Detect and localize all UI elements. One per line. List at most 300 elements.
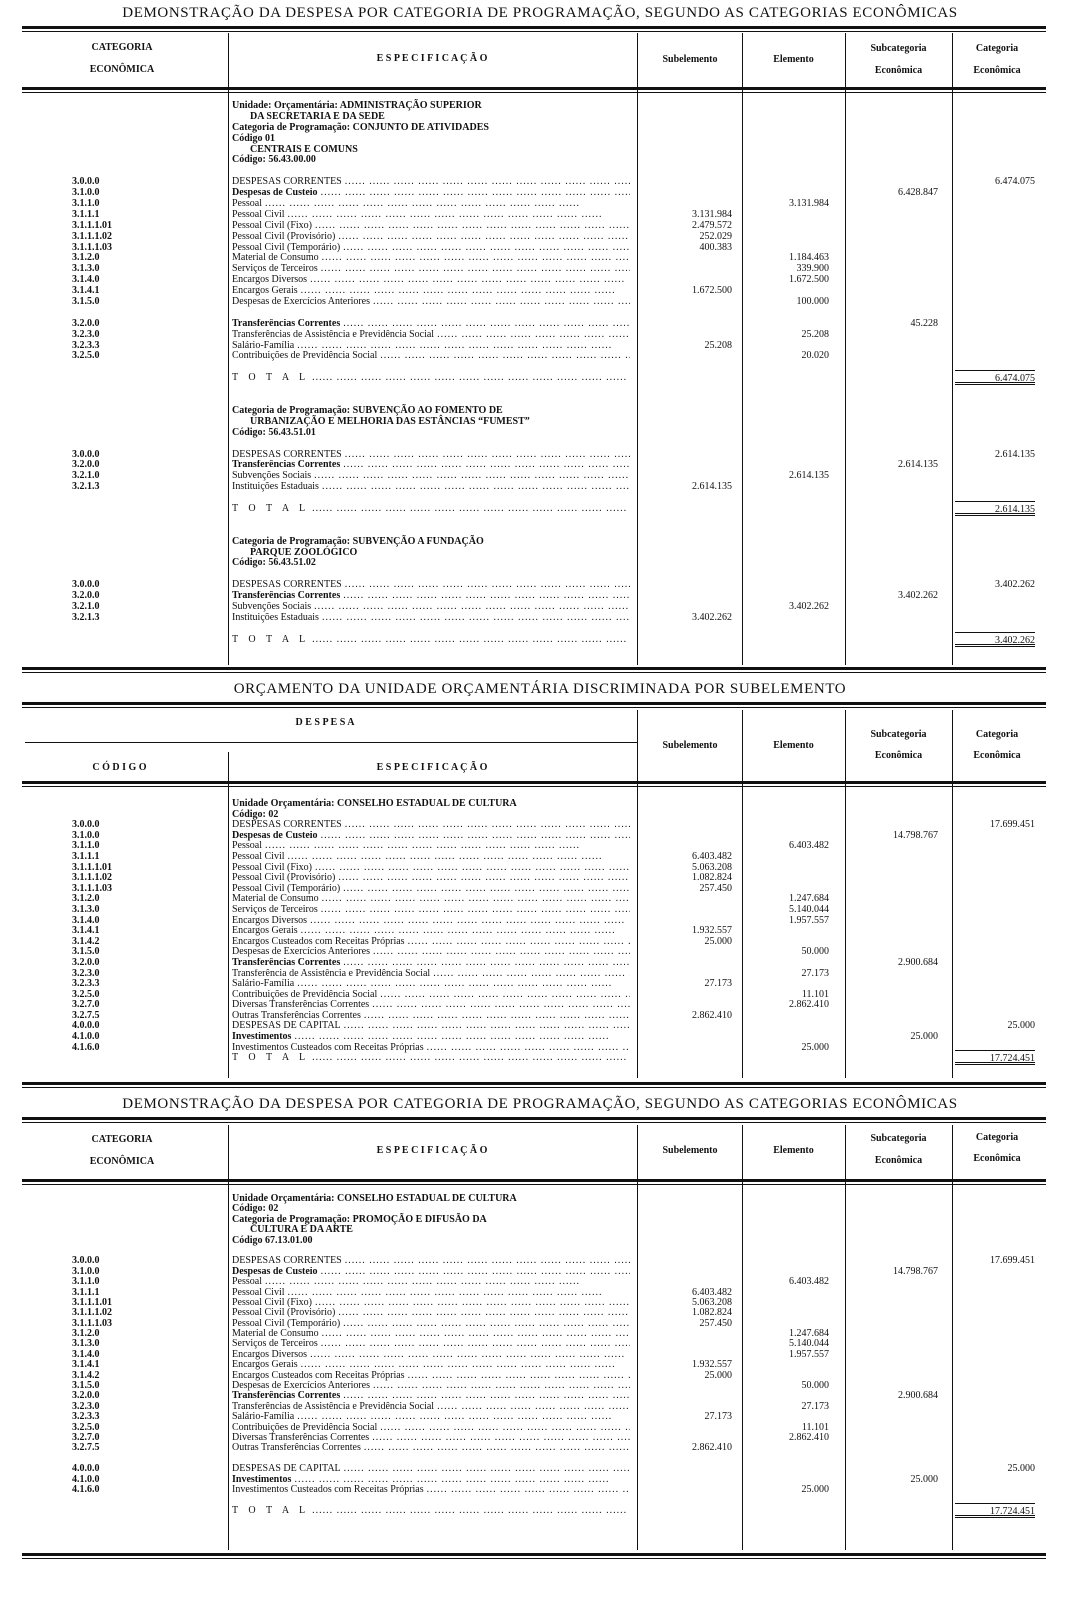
code-cell: 3.2.0.0 [72, 590, 100, 602]
subcategoria-value: 25.000 [910, 1031, 938, 1043]
specification-text: Instituições Estaduais [232, 482, 319, 493]
code-cell: 3.1.1.1.02 [72, 1307, 112, 1319]
categoria-value: 6.474.075 [995, 176, 1035, 188]
categoria-value: 25.000 [1007, 1463, 1035, 1475]
code-cell: 3.1.2.0 [72, 252, 100, 264]
col-header-despesa: D E S P E S A [295, 717, 355, 728]
table-row [0, 1267, 1080, 1277]
block-heading: Unidade: Orçamentária: ADMINISTRAÇÃO SUPERIOR [232, 100, 482, 111]
code-cell: 3.0.0.0 [72, 1255, 100, 1267]
specification-text: Material de Consumo [232, 1329, 319, 1340]
specification-text: Investimentos [232, 1474, 292, 1485]
specification-text: Despesas de Custeio [232, 830, 318, 841]
col-header-subcategoria-economica: Econômica [874, 1155, 923, 1166]
specification-text: Diversas Transferências Correntes [232, 1000, 370, 1011]
code-cell: 3.1.5.0 [72, 946, 100, 958]
subelemento-value: 2.479.572 [692, 219, 732, 231]
specification-text: Serviços de Terceiros [232, 904, 318, 915]
dot-leader [434, 1402, 630, 1412]
dot-leader [262, 1277, 630, 1287]
specification-text: Salário-Família [232, 340, 295, 351]
specification-cell [232, 1277, 630, 1287]
table-row [0, 1308, 1080, 1318]
subcategoria-value: 2.614.135 [898, 459, 938, 471]
elemento-value: 27.173 [801, 1400, 829, 1412]
specification-text: Contribuições de Previdência Social [232, 351, 378, 362]
specification-text: Pessoal Civil [232, 1287, 285, 1298]
table-row [0, 1350, 1080, 1360]
specification-cell [232, 1433, 630, 1443]
specification-cell [232, 1423, 630, 1433]
block-heading: URBANIZAÇÃO E MELHORIA DAS ESTÂNCIAS “FUMEST” [250, 415, 530, 427]
col-header-subcategoria-economica: Econômica [874, 750, 923, 761]
table-row [0, 1402, 1080, 1412]
block-heading: Código: 56.43.51.01 [232, 426, 316, 438]
subelemento-value: 3.402.262 [692, 611, 732, 623]
specification-text: Pessoal Civil (Fixo) [232, 220, 313, 231]
subcategoria-value: 14.798.767 [893, 829, 938, 841]
code-cell: 3.1.0.0 [72, 829, 100, 841]
specification-text: Pessoal Civil (Fixo) [232, 862, 313, 873]
specification-cell [232, 1464, 630, 1474]
subelemento-value: 25.000 [704, 1369, 732, 1381]
specification-text: Pessoal Civil (Provisório) [232, 1308, 336, 1319]
table-row [0, 1433, 1080, 1443]
code-cell: 3.1.5.0 [72, 296, 100, 308]
col-header-especificacao: E S P E C I F I C A Ç Ã O [376, 762, 488, 773]
elemento-value: 2.862.410 [789, 1431, 829, 1443]
specification-text: Salário-Família [232, 1412, 295, 1423]
subelemento-value: 6.403.482 [692, 850, 732, 862]
specification-text: Encargos Gerais [232, 926, 298, 937]
subelemento-value: 400.383 [699, 241, 732, 253]
divider [22, 1179, 1046, 1185]
code-cell: 3.2.0.0 [72, 956, 100, 968]
block-heading: Unidade Orçamentária: CONSELHO ESTADUAL DE CULTURA [232, 1193, 517, 1204]
specification-text: DESPESAS CORRENTES [232, 820, 342, 831]
specification-text: Pessoal Civil (Fixo) [232, 1297, 313, 1308]
code-cell: 3.1.4.2 [72, 935, 100, 947]
col-header-codigo: C Ó D I G O [92, 762, 147, 773]
categoria-value: 17.699.451 [990, 1255, 1035, 1267]
specification-text: Pessoal Civil (Provisório) [232, 231, 336, 242]
specification-text: DESPESAS CORRENTES [232, 449, 342, 460]
code-cell: 3.1.3.0 [72, 903, 100, 915]
total-row [0, 1506, 1080, 1516]
col-header-categoria-small: Categoria [975, 729, 1019, 740]
col-header-subelemento: Subelemento [662, 54, 718, 65]
col-header-categoria-small: Categoria [975, 43, 1019, 54]
categoria-value: 2.614.135 [955, 501, 1035, 516]
specification-cell [232, 1475, 630, 1485]
specification-text: Investimentos [232, 1032, 292, 1043]
elemento-value: 3.402.262 [789, 600, 829, 612]
specification-cell [232, 1381, 630, 1391]
specification-text: Serviços de Terceiros [232, 264, 318, 275]
table-row [0, 1475, 1080, 1485]
specification-text: Pessoal Civil (Temporário) [232, 1318, 341, 1329]
specification-text: T O T A L [232, 1053, 310, 1064]
code-cell: 3.2.3.3 [72, 978, 100, 990]
code-cell: 3.1.0.0 [72, 187, 100, 199]
elemento-value: 50.000 [801, 946, 829, 958]
specification-cell [232, 1391, 630, 1401]
specification-cell [232, 1485, 630, 1495]
table-row [0, 1443, 1080, 1453]
table-row [0, 1485, 1080, 1495]
code-cell: 3.0.0.0 [72, 819, 100, 831]
table-row [0, 1329, 1080, 1339]
block-heading: Categoria de Programação: PROMOÇÃO E DIFUSÃO DA [232, 1213, 487, 1225]
elemento-value: 1.247.684 [789, 1328, 829, 1340]
table-row [0, 1464, 1080, 1474]
block-heading: Categoria de Programação: SUBVENÇÃO AO FOMENTO DE [232, 404, 503, 416]
specification-cell [232, 1350, 630, 1360]
block-heading: DA SECRETARIA E DA SEDE [250, 110, 385, 122]
code-cell: 3.1.1.1 [72, 1286, 100, 1298]
subelemento-value: 5.063.208 [692, 1296, 732, 1308]
dot-leader [309, 1506, 630, 1516]
specification-cell [232, 1256, 630, 1266]
code-cell: 3.0.0.0 [72, 176, 100, 188]
elemento-value: 25.208 [801, 328, 829, 340]
code-cell: 3.1.1.1.02 [72, 872, 112, 884]
specification-text: Diversas Transferências Correntes [232, 1432, 370, 1443]
code-cell: 3.1.1.0 [72, 1276, 100, 1288]
dot-leader [377, 1423, 630, 1433]
block-heading: Código: 56.43.00.00 [232, 154, 316, 166]
specification-cell [232, 1371, 630, 1381]
col-header-subcategoria: Subcategoria [870, 1133, 927, 1144]
subelemento-value: 2.614.135 [692, 481, 732, 493]
code-cell: 3.2.7.0 [72, 999, 100, 1011]
specification-text: Outras Transferências Correntes [232, 1010, 361, 1021]
subelemento-value: 257.450 [699, 882, 732, 894]
specification-text: Despesas de Exercícios Anteriores [232, 297, 371, 308]
specification-text: Transferências Correntes [232, 318, 341, 329]
code-cell: 4.1.6.0 [72, 1483, 100, 1495]
code-cell: 3.1.5.0 [72, 1380, 100, 1392]
elemento-value: 339.900 [796, 263, 829, 275]
elemento-value: 1.957.557 [789, 914, 829, 926]
elemento-value: 1.247.684 [789, 893, 829, 905]
elemento-value: 20.020 [801, 350, 829, 362]
code-cell: 4.0.0.0 [72, 1463, 100, 1475]
specification-text: Serviços de Terceiros [232, 1339, 318, 1350]
table-row [0, 1319, 1080, 1329]
specification-text: Pessoal Civil (Temporário) [232, 242, 341, 253]
code-cell: 3.1.1.1 [72, 208, 100, 220]
col-header-categoria-economica: Econômica [973, 750, 1021, 761]
block-heading: Código 67.13.01.00 [232, 1234, 313, 1246]
specification-text: DESPESAS CORRENTES [232, 580, 342, 591]
dot-leader [318, 1267, 630, 1277]
elemento-value: 1.672.500 [789, 274, 829, 286]
specification-text: Encargos Diversos [232, 1349, 308, 1360]
elemento-value: 5.140.044 [789, 1338, 829, 1350]
code-cell: 3.1.1.1.03 [72, 241, 112, 253]
table-row [0, 1412, 1080, 1422]
table-row [0, 1339, 1080, 1349]
specification-cell [232, 1339, 630, 1349]
elemento-value: 1.957.557 [789, 1348, 829, 1360]
specification-cell [232, 1443, 630, 1453]
col-header-subcategoria-economica: Econômica [874, 65, 923, 76]
categoria-value: 6.474.075 [955, 370, 1035, 385]
code-cell: 3.1.1.1.01 [72, 219, 112, 231]
subcategoria-value: 14.798.767 [893, 1265, 938, 1277]
subcategoria-value: 2.900.684 [898, 1390, 938, 1402]
dot-leader [285, 1288, 630, 1298]
specification-text: Transferências de Assistência e Previdência Social [232, 1401, 435, 1412]
table-row [0, 1423, 1080, 1433]
dot-leader [291, 1475, 630, 1485]
specification-text: Encargos Gerais [232, 286, 298, 297]
block-heading: Categoria de Programação: SUBVENÇÃO A FUNDAÇÃO [232, 535, 484, 547]
specification-text: Transferências Correntes [232, 591, 341, 602]
specification-cell [232, 1329, 630, 1339]
code-cell: 3.1.4.0 [72, 274, 100, 286]
code-cell: 3.2.0.0 [72, 459, 100, 471]
specification-text: Outras Transferências Correntes [232, 1443, 361, 1454]
code-cell: 3.1.1.1.01 [72, 861, 112, 873]
code-cell: 3.1.1.1 [72, 850, 100, 862]
specification-text: Despesas de Custeio [232, 1266, 318, 1277]
specification-text: Investimentos Custeados com Receitas Próprias [232, 1042, 424, 1053]
elemento-value: 2.862.410 [789, 999, 829, 1011]
specification-text: DESPESAS CORRENTES [232, 177, 342, 188]
specification-text: Salário-Família [232, 979, 295, 990]
specification-cell [232, 1288, 630, 1298]
col-header-categoria-economica: Econômica [973, 65, 1021, 76]
code-cell: 3.1.1.1.02 [72, 230, 112, 242]
dot-leader [312, 1298, 630, 1308]
col-header-subelemento: Subelemento [662, 1145, 718, 1156]
col-header-categoria: CATEGORIA [91, 1134, 153, 1145]
specification-text: DESPESAS DE CAPITAL [232, 1021, 341, 1032]
specification-text: Pessoal [232, 841, 262, 852]
subcategoria-value: 45.228 [910, 317, 938, 329]
specification-text: Investimentos Custeados com Receitas Próprias [232, 1484, 424, 1495]
elemento-value: 11.101 [801, 988, 829, 1000]
specification-cell [232, 1506, 630, 1516]
code-cell: 3.2.3.0 [72, 328, 100, 340]
code-cell: 3.2.5.0 [72, 1421, 100, 1433]
specification-text: Material de Consumo [232, 253, 319, 264]
section-title: ORÇAMENTO DA UNIDADE ORÇAMENTÁRIA DISCRIMINADA POR SUBELEMENTO [233, 681, 847, 697]
categoria-value: 25.000 [1007, 1020, 1035, 1032]
specification-text: Pessoal [232, 199, 262, 210]
block-heading: PARQUE ZOOLÓGICO [250, 546, 358, 558]
col-header-economica: ECONÔMICA [89, 64, 155, 75]
specification-text: Despesas de Exercícios Anteriores [232, 1381, 371, 1392]
dot-leader [340, 1391, 630, 1401]
specification-text: Encargos Diversos [232, 275, 308, 286]
dot-leader [298, 1360, 630, 1370]
subelemento-value: 1.672.500 [692, 285, 732, 297]
section-title: DEMONSTRAÇÃO DA DESPESA POR CATEGORIA DE PROGRAMAÇÃO, SEGUNDO AS CATEGORIAS ECONÔMICAS [122, 5, 958, 21]
specification-text: Transferências de Assistência e Previdência Social [232, 329, 435, 340]
dot-leader [294, 1412, 630, 1422]
block-heading: Código 01 [232, 132, 276, 144]
specification-text: Subvenções Sociais [232, 601, 312, 612]
subelemento-value: 257.450 [699, 1317, 732, 1329]
dot-leader [318, 1339, 630, 1349]
code-cell: 3.2.0.0 [72, 317, 100, 329]
dot-leader [361, 1443, 630, 1453]
elemento-value: 50.000 [801, 1380, 829, 1392]
subelemento-value: 1.082.824 [692, 872, 732, 884]
specification-cell [232, 1402, 630, 1412]
block-heading: Código: 02 [232, 1203, 279, 1215]
categoria-value: 17.699.451 [990, 819, 1035, 831]
specification-text: Transferência de Assistência e Previdência Social [232, 968, 431, 979]
elemento-value: 2.614.135 [789, 470, 829, 482]
specification-text: Pessoal Civil (Provisório) [232, 873, 336, 884]
code-cell: 3.1.0.0 [72, 1265, 100, 1277]
block-heading: Unidade Orçamentária: CONSELHO ESTADUAL DE CULTURA [232, 798, 517, 809]
table-body [0, 1194, 1080, 1516]
subcategoria-value: 2.900.684 [898, 956, 938, 968]
col-header-economica: ECONÔMICA [89, 1156, 155, 1167]
code-cell: 3.2.5.0 [72, 988, 100, 1000]
specification-text: Transferências Correntes [232, 1391, 341, 1402]
dot-leader [341, 1464, 630, 1474]
col-header-subcategoria: Subcategoria [870, 43, 927, 54]
subelemento-value: 1.932.557 [692, 925, 732, 937]
code-cell: 3.1.1.0 [72, 840, 100, 852]
block-heading: Código: 02 [232, 808, 279, 820]
specification-text: Material de Consumo [232, 894, 319, 905]
dot-leader [342, 1256, 630, 1266]
elemento-value: 100.000 [796, 296, 829, 308]
specification-text: Pessoal Civil [232, 209, 285, 220]
subelemento-value: 252.029 [699, 230, 732, 242]
elemento-value: 25.000 [801, 1483, 829, 1495]
block-heading: CENTRAIS E COMUNS [250, 143, 358, 155]
dot-leader [340, 1319, 630, 1329]
specification-text: T O T A L [232, 503, 310, 514]
divider [22, 1553, 1046, 1559]
divider [22, 1117, 1046, 1123]
col-header-elemento: Elemento [773, 54, 814, 65]
blank-row [0, 1495, 1080, 1505]
specification-text: T O T A L [232, 1505, 310, 1516]
subelemento-value: 6.403.482 [692, 1286, 732, 1298]
dot-leader [319, 1329, 630, 1339]
code-cell: 3.0.0.0 [72, 448, 100, 460]
col-header-categoria-economica: Econômica [973, 1153, 1021, 1164]
code-cell: 3.2.3.3 [72, 339, 100, 351]
specification-cell [232, 1319, 630, 1329]
code-cell: 3.1.2.0 [72, 1328, 100, 1340]
col-header-elemento: Elemento [773, 740, 814, 751]
blank-row [0, 1246, 1080, 1256]
col-header-elemento: Elemento [773, 1145, 814, 1156]
table-row [0, 1298, 1080, 1308]
col-header-especificacao: E S P E C I F I C A Ç Ã O [376, 53, 488, 64]
code-cell: 3.1.4.1 [72, 285, 100, 297]
specification-text: Contribuições de Previdência Social [232, 1422, 378, 1433]
col-header-categoria-small: Categoria [975, 1132, 1019, 1143]
specification-cell [232, 1267, 630, 1277]
block-heading: CULTURA E DA ARTE [250, 1224, 353, 1236]
block-heading: Categoria de Programação: CONJUNTO DE ATIVIDADES [232, 121, 489, 133]
code-cell: 3.1.4.2 [72, 1369, 100, 1381]
col-header-subelemento: Subelemento [662, 740, 718, 751]
blank-row [0, 1454, 1080, 1464]
code-cell: 3.1.1.1.01 [72, 1296, 112, 1308]
table-row [0, 1371, 1080, 1381]
code-cell: 4.1.6.0 [72, 1041, 100, 1053]
code-cell: 3.2.7.5 [72, 1442, 100, 1454]
specification-text: Contribuições de Previdência Social [232, 989, 378, 1000]
code-cell: 4.1.0.0 [72, 1031, 100, 1043]
col-header-subcategoria: Subcategoria [870, 729, 927, 740]
table-row [0, 1288, 1080, 1298]
code-cell: 3.1.4.0 [72, 914, 100, 926]
code-cell: 3.2.1.3 [72, 481, 100, 493]
table-row [0, 1277, 1080, 1287]
subelemento-value: 1.932.557 [692, 1359, 732, 1371]
code-cell: 3.1.4.1 [72, 1359, 100, 1371]
code-cell: 4.1.0.0 [72, 1473, 100, 1485]
subelemento-value: 25.000 [704, 935, 732, 947]
block-heading: Código: 56.43.51.02 [232, 557, 316, 569]
col-header-categoria: CATEGORIA [91, 42, 153, 53]
code-cell: 3.1.1.1.03 [72, 882, 112, 894]
code-cell: 4.0.0.0 [72, 1020, 100, 1032]
specification-cell [232, 1412, 630, 1422]
code-cell: 3.2.3.0 [72, 1400, 100, 1412]
specification-text: Encargos Gerais [232, 1360, 298, 1371]
subelemento-value: 2.862.410 [692, 1009, 732, 1021]
code-cell: 3.2.1.0 [72, 470, 100, 482]
dot-leader [405, 1371, 630, 1381]
subelemento-value: 3.131.984 [692, 208, 732, 220]
subelemento-value: 1.082.824 [692, 1307, 732, 1319]
specification-text: Despesas de Custeio [232, 188, 318, 199]
specification-text: DESPESAS DE CAPITAL [232, 1464, 341, 1475]
categoria-value: 17.724.451 [955, 1050, 1035, 1065]
code-cell: 3.2.3.3 [72, 1411, 100, 1423]
categoria-value: 2.614.135 [995, 448, 1035, 460]
section-title: DEMONSTRAÇÃO DA DESPESA POR CATEGORIA DE PROGRAMAÇÃO, SEGUNDO AS CATEGORIAS ECONÔMICAS [122, 1096, 958, 1112]
elemento-value: 6.403.482 [789, 840, 829, 852]
code-cell: 3.1.1.0 [72, 198, 100, 210]
subelemento-value: 2.862.410 [692, 1442, 732, 1454]
dot-leader [424, 1485, 630, 1495]
specification-text: Encargos Diversos [232, 915, 308, 926]
specification-text: Despesas de Exercícios Anteriores [232, 947, 371, 958]
code-cell: 3.2.7.0 [72, 1431, 100, 1443]
code-cell: 3.1.3.0 [72, 1338, 100, 1350]
code-cell: 3.1.3.0 [72, 263, 100, 275]
code-cell: 3.2.7.5 [72, 1009, 100, 1021]
specification-text: Encargos Custeados com Receitas Próprias [232, 1370, 405, 1381]
subelemento-value: 25.208 [704, 339, 732, 351]
categoria-value: 17.724.451 [955, 1503, 1035, 1518]
table-row [0, 1360, 1080, 1370]
specification-cell [232, 1308, 630, 1318]
subelemento-value: 5.063.208 [692, 861, 732, 873]
code-cell: 3.1.2.0 [72, 893, 100, 905]
subelemento-value: 27.173 [704, 978, 732, 990]
specification-text: Pessoal [232, 1277, 262, 1288]
specification-cell [232, 1298, 630, 1308]
specification-text: Transferências Correntes [232, 957, 341, 968]
specification-text: Pessoal Civil [232, 851, 285, 862]
